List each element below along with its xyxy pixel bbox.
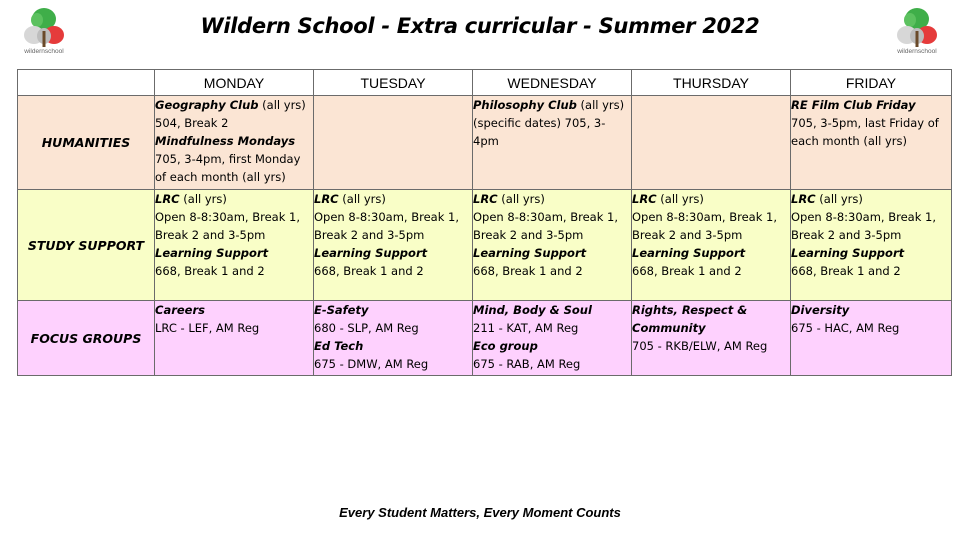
activity-detail: (all yrs) — [179, 192, 227, 206]
day-header: TUESDAY — [314, 70, 473, 96]
activity-detail: 504, Break 2 — [155, 116, 229, 130]
focus-groups-monday — [155, 301, 314, 376]
activity-detail: (all yrs) — [258, 98, 306, 112]
header-row — [18, 70, 952, 96]
activity-detail: 675 - HAC, AM Reg — [791, 321, 900, 335]
row-label-focus-groups: FOCUS GROUPS — [18, 301, 155, 376]
activity-detail: 211 - KAT, AM Reg — [473, 321, 579, 335]
activity-detail: (all yrs) — [815, 192, 863, 206]
humanities-row — [18, 96, 952, 190]
activity-title: Philosophy Club — [473, 98, 577, 112]
humanities-wednesday — [473, 96, 632, 190]
activity-detail: 668, Break 1 and 2 — [791, 264, 901, 278]
activity-detail: 675 - DMW, AM Reg — [314, 357, 429, 371]
day-header: MONDAY — [155, 70, 314, 96]
humanities-thursday — [632, 96, 791, 190]
activity-title: Ed Tech — [314, 339, 364, 353]
activity-title: Rights, Respect & Community — [632, 303, 748, 335]
activity-detail: LRC - LEF, AM Reg — [155, 321, 260, 335]
page-title: Wildern School - Extra curricular - Summer 2022 — [200, 14, 760, 38]
activity-detail: (all yrs) — [338, 192, 386, 206]
activity-detail: (all yrs) — [497, 192, 545, 206]
activity-detail: Open 8-8:30am, Break 1, Break 2 and 3-5pm — [791, 210, 936, 242]
study-support-monday — [155, 190, 314, 301]
focus-groups-thursday — [632, 301, 791, 376]
day-header: WEDNESDAY — [473, 70, 632, 96]
humanities-friday — [791, 96, 952, 190]
activity-detail: 668, Break 1 and 2 — [473, 264, 583, 278]
activity-title: Learning Support — [314, 246, 428, 260]
activity-title: LRC — [155, 192, 180, 206]
activity-detail: 705 - RKB/ELW, AM Reg — [632, 339, 768, 353]
row-label-humanities: HUMANITIES — [18, 96, 155, 190]
activity-title: Eco group — [473, 339, 538, 353]
activity-title: Learning Support — [155, 246, 269, 260]
focus-groups-friday — [791, 301, 952, 376]
focus-groups-row — [18, 301, 952, 376]
activity-detail: (all yrs) — [656, 192, 704, 206]
focus-groups-wednesday — [473, 301, 632, 376]
activity-title: LRC — [632, 192, 657, 206]
activity-title: LRC — [791, 192, 816, 206]
activity-detail: Open 8-8:30am, Break 1, Break 2 and 3-5pm — [632, 210, 777, 242]
row-label-study-support: STUDY SUPPORT — [18, 190, 155, 301]
footer-motto: Every Student Matters, Every Moment Counts — [339, 505, 621, 520]
activity-title: LRC — [314, 192, 339, 206]
day-header: THURSDAY — [632, 70, 791, 96]
timetable — [17, 69, 952, 376]
activity-title: Mindfulness Mondays — [155, 134, 296, 148]
focus-groups-tuesday — [314, 301, 473, 376]
activity-title: Diversity — [791, 303, 850, 317]
logo-wordmark: wildernschool — [897, 48, 937, 55]
humanities-tuesday — [314, 96, 473, 190]
activity-title: RE Film Club Friday — [791, 98, 916, 112]
study-support-row — [18, 190, 952, 301]
activity-detail: (all yrs) — [576, 98, 625, 112]
corner-cell — [18, 70, 155, 96]
activity-title: Learning Support — [632, 246, 746, 260]
humanities-monday — [155, 96, 314, 190]
study-support-wednesday — [473, 190, 632, 301]
day-header: FRIDAY — [791, 70, 952, 96]
activity-detail: Open 8-8:30am, Break 1, Break 2 and 3-5pm — [155, 210, 300, 242]
activity-detail: 705, 3-4pm, first Monday of each month (all yrs) — [155, 152, 301, 184]
activity-detail: (specific dates) 705, 3-4pm — [473, 116, 606, 148]
activity-detail: Open 8-8:30am, Break 1, Break 2 and 3-5pm — [473, 210, 618, 242]
activity-title: Learning Support — [791, 246, 905, 260]
activity-title: Learning Support — [473, 246, 587, 260]
study-support-tuesday — [314, 190, 473, 301]
activity-title: LRC — [473, 192, 498, 206]
activity-detail: 668, Break 1 and 2 — [314, 264, 424, 278]
study-support-friday — [791, 190, 952, 301]
activity-detail: 705, 3-5pm, last Friday of each month (all yrs) — [791, 116, 939, 148]
activity-title: E-Safety — [314, 303, 369, 317]
activity-title: Careers — [155, 303, 205, 317]
activity-title: Mind, Body & Soul — [473, 303, 592, 317]
activity-detail: 680 - SLP, AM Reg — [314, 321, 419, 335]
logo-wordmark: wildernschool — [24, 48, 64, 55]
activity-detail: 668, Break 1 and 2 — [632, 264, 742, 278]
activity-detail: 675 - RAB, AM Reg — [473, 357, 581, 371]
activity-detail: Open 8-8:30am, Break 1, Break 2 and 3-5pm — [314, 210, 459, 242]
study-support-thursday — [632, 190, 791, 301]
activity-title: Geography Club — [155, 98, 259, 112]
activity-detail: 668, Break 1 and 2 — [155, 264, 265, 278]
